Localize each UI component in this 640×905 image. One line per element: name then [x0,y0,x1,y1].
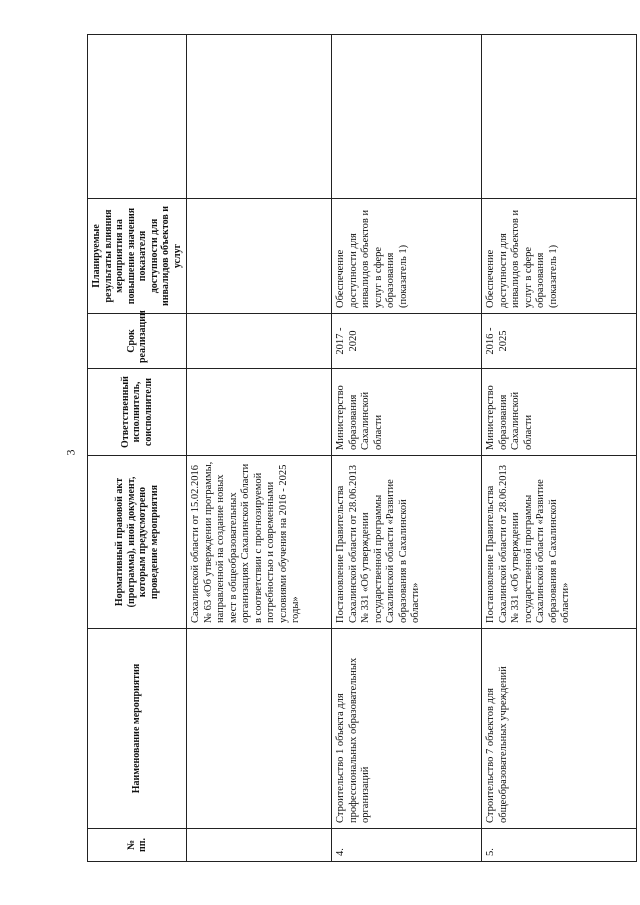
cell-term: 2016 - 2025 [482,314,637,369]
table-header-row [88,35,187,862]
cell-term: 2017 - 2020 [332,314,482,369]
table-row [332,35,482,862]
cell-term [187,314,332,369]
cell-act: Постановление Правительства Сахалинской области от 28.06.2013 № 331 «Об утверждении государственной программы Сахалинской области «Развитие образования в Сахалинской области» [332,456,482,629]
cell-num [187,829,332,862]
cell-executor: Министерство образования Сахалинской области [482,369,637,456]
cell-executor: Министерство образования Сахалинской области [332,369,482,456]
cell-num: 4. [332,829,482,862]
cell-name: Строительство 7 объектов для общеобразовательных учреждений [482,629,637,829]
cell-result-cont [187,35,332,199]
cell-result: Обеспечение доступности для инвалидов объектов и услуг в сфере образования (показатель 1) [332,199,482,314]
cell-act: Сахалинской области от 15.02.2016 № 63 «Об утверждении программы, направленной на создание новых мест в общеобразовательных организациях Сахалинской области в соответствии с прогнозируемой потребностью и современными условиями обучения на 2016 - 2025 годы» [187,456,332,629]
cell-name [187,629,332,829]
measures-table [87,34,637,862]
cell-num: 5. [482,829,637,862]
cell-result: Обеспечение доступности для инвалидов объектов и услуг в сфере образования (показатель 1) [482,199,637,314]
header-executor: Ответственный исполнитель, соисполнители [88,369,187,456]
cell-result-cont [482,35,637,199]
header-results: Планируемые результаты влияния мероприятия на повышение значения показателя доступности для инвалидов объектов и услуг [88,199,187,314]
cell-act: Постановление Правительства Сахалинской области от 28.06.2013 № 331 «Об утверждении государственной программы Сахалинской области «Развитие образования в Сахалинской области» [482,456,637,629]
header-name: Наименование мероприятия [88,629,187,829]
cell-executor [187,369,332,456]
page-number: 3 [63,449,78,456]
cell-result [187,199,332,314]
header-num: № пп. [88,829,187,862]
cell-result-cont [332,35,482,199]
cell-name: Строительство 1 объекта для профессиональных образовательных организаций [332,629,482,829]
table-row [187,35,332,862]
table-row [482,35,637,862]
header-act: Нормативный правовой акт (программа), иной документ, которым предусмотрено проведение мероприятия [88,456,187,629]
header-term: Срок реализации [88,314,187,369]
header-results-cont [88,35,187,199]
rotated-table-area [87,35,617,862]
